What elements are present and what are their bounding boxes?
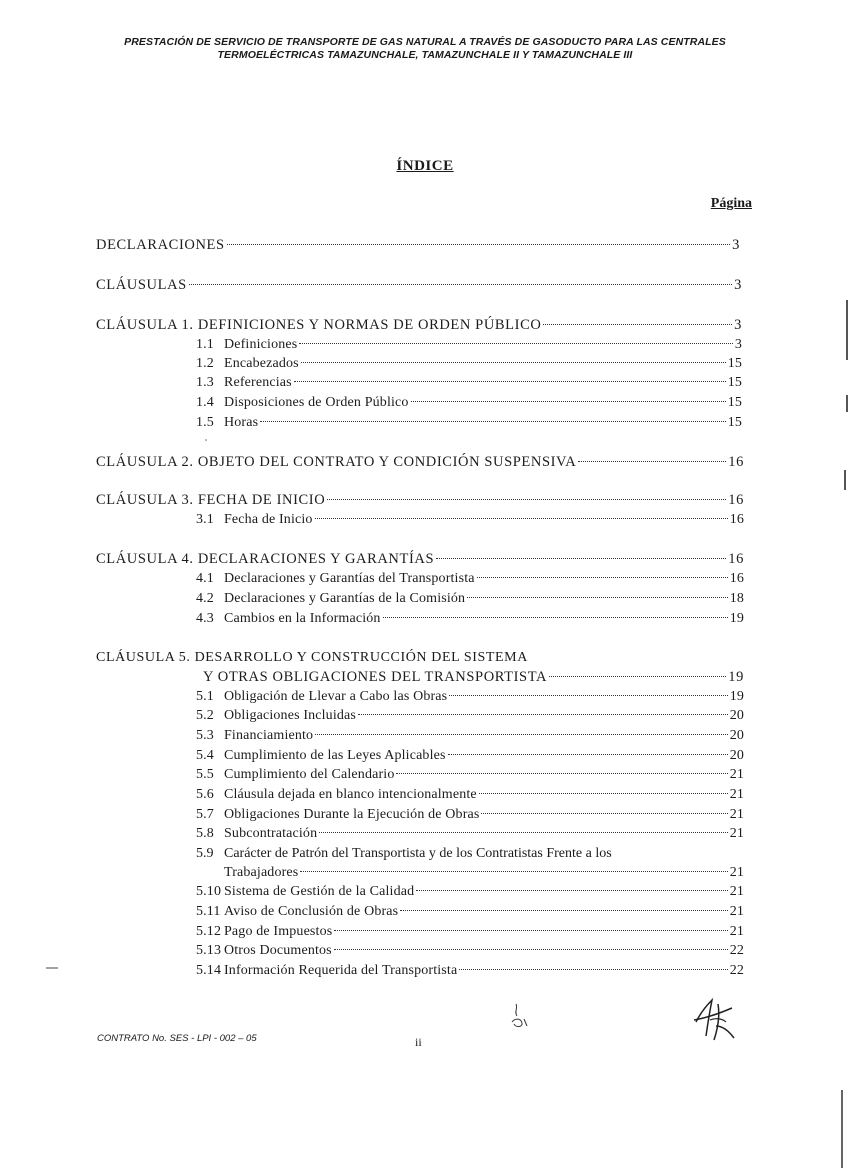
dot-leader xyxy=(315,518,728,519)
dot-leader xyxy=(294,381,726,382)
dot-leader xyxy=(327,499,726,500)
toc-entry-title: Otros Documentos xyxy=(224,943,332,958)
toc-entry-number: 5.8 xyxy=(196,826,214,841)
toc-entry-title: Referencias xyxy=(224,375,292,390)
toc-entry-4-3[interactable] xyxy=(196,610,744,628)
dot-leader xyxy=(396,773,727,774)
toc-entry-page: 15 xyxy=(727,415,742,430)
toc-entry-title: Declaraciones y Garantías de la Comisión xyxy=(224,591,466,606)
toc-entry-title: CLÁUSULA 1. DEFINICIONES Y NORMAS DE ORDEN PÚBLICO xyxy=(96,317,542,333)
toc-entry-page: 22 xyxy=(729,963,744,978)
toc-entry-title: Carácter de Patrón del Transportista y de los Contratistas Frente a los xyxy=(224,846,612,861)
toc-entry-clausula-5[interactable] xyxy=(203,668,744,686)
dot-leader xyxy=(189,284,732,285)
toc-entry-5-13[interactable] xyxy=(196,942,744,960)
toc-entry-5-9-line-1[interactable] xyxy=(196,845,612,863)
header-line-1: PRESTACIÓN DE SERVICIO DE TRANSPORTE DE GAS NATURAL A TRAVÉS DE GASODUCTO PARA LAS CENTRALES xyxy=(124,36,726,48)
page-number: ii xyxy=(415,1035,422,1049)
toc-entry-title: Cumplimiento del Calendario xyxy=(224,767,395,782)
toc-entry-page: 19 xyxy=(729,689,744,704)
toc-entry-page: 20 xyxy=(729,728,744,743)
toc-entry-5-9[interactable] xyxy=(224,864,744,882)
toc-entry-page: 3 xyxy=(734,317,742,333)
toc-entry-number: 3.1 xyxy=(196,512,214,527)
header-line-2: TERMOELÉCTRICAS TAMAZUNCHALE, TAMAZUNCHALE II Y TAMAZUNCHALE III xyxy=(217,49,633,61)
toc-entry-page: 16 xyxy=(728,492,744,508)
toc-entry-5-14[interactable] xyxy=(196,962,744,980)
toc-entry-5-2[interactable] xyxy=(196,707,744,725)
toc-entry-title: Cambios en la Información xyxy=(224,611,381,626)
dot-leader xyxy=(358,714,728,715)
toc-entry-title: CLÁUSULA 4. DECLARACIONES Y GARANTÍAS xyxy=(96,551,435,567)
toc-entry-page: 15 xyxy=(727,375,742,390)
dot-leader xyxy=(319,832,727,833)
toc-entry-1-4[interactable] xyxy=(196,394,742,412)
toc-entry-1-3[interactable] xyxy=(196,374,742,392)
toc-entry-number: 1.3 xyxy=(196,375,214,390)
toc-entry-number: 5.13 xyxy=(196,943,222,958)
toc-entry-number: 5.1 xyxy=(196,689,214,704)
toc-entry-title: Obligaciones Durante la Ejecución de Obras xyxy=(224,807,480,822)
toc-entry-5-7[interactable] xyxy=(196,806,744,824)
toc-entry-clausula-4[interactable] xyxy=(96,550,744,568)
dot-leader xyxy=(543,324,732,325)
toc-entry-title-cont: Trabajadores xyxy=(224,865,299,880)
toc-entry-5-4[interactable] xyxy=(196,747,744,765)
toc-entry-page: 15 xyxy=(727,395,742,410)
page-title: ÍNDICE xyxy=(396,158,454,174)
toc-entry-title: Financiamiento xyxy=(224,728,314,743)
toc-entry-title: Cumplimiento de las Leyes Aplicables xyxy=(224,748,446,763)
toc-entry-title: Definiciones xyxy=(224,337,298,352)
toc-entry-page: 22 xyxy=(729,943,744,958)
toc-entry-clausula-3[interactable] xyxy=(96,491,744,509)
toc-entry-number: 5.11 xyxy=(196,904,221,919)
toc-entry-1-2[interactable] xyxy=(196,355,742,373)
toc-entry-title: Y OTRAS OBLIGACIONES DEL TRANSPORTISTA xyxy=(203,669,548,685)
toc-entry-page: 21 xyxy=(729,767,744,782)
toc-entry-clausula-1[interactable] xyxy=(96,316,742,334)
toc-entry-title: Obligaciones Incluidas xyxy=(224,708,356,723)
toc-entry-title: CLÁUSULA 3. FECHA DE INICIO xyxy=(96,492,326,508)
toc-entry-5-8[interactable] xyxy=(196,825,744,843)
toc-entry-5-10[interactable] xyxy=(196,883,744,901)
toc-entry-3-1[interactable] xyxy=(196,511,744,529)
toc-entry-page: 19 xyxy=(728,669,744,685)
toc-entry-title: Pago de Impuestos xyxy=(224,924,333,939)
toc-entry-page: 16 xyxy=(728,454,744,470)
dot-leader xyxy=(334,949,728,950)
dot-leader xyxy=(416,890,727,891)
toc-entry-clausula-5-line-1: CLÁUSULA 5. DESARROLLO Y CONSTRUCCIÓN DEL SISTEMA xyxy=(96,650,528,665)
toc-entry-number: 5.2 xyxy=(196,708,214,723)
toc-entry-number: 1.2 xyxy=(196,356,214,371)
toc-entry-1-1[interactable] xyxy=(196,336,742,354)
toc-entry-title: Subcontratación xyxy=(224,826,318,841)
toc-entry-number: 1.4 xyxy=(196,395,214,410)
toc-entry-5-1[interactable] xyxy=(196,688,744,706)
dot-leader xyxy=(227,244,731,245)
toc-entry-page: 18 xyxy=(729,591,744,606)
dot-leader xyxy=(301,362,726,363)
toc-entry-page: 20 xyxy=(729,748,744,763)
toc-entry-title: Horas xyxy=(224,415,259,430)
dot-leader xyxy=(481,813,727,814)
toc-entry-title: Declaraciones y Garantías del Transportista xyxy=(224,571,475,586)
toc-entry-title: DECLARACIONES xyxy=(96,237,225,253)
dot-leader xyxy=(449,695,727,696)
toc-entry-4-1[interactable] xyxy=(196,570,744,588)
toc-entry-number: 5.12 xyxy=(196,924,222,939)
toc-entry-page: 21 xyxy=(729,826,744,841)
toc-entry-page: 19 xyxy=(729,611,744,626)
dot-leader xyxy=(383,617,728,618)
toc-entry-number: 4.1 xyxy=(196,571,214,586)
toc-entry-page: 15 xyxy=(727,356,742,371)
toc-entry-number: 5.7 xyxy=(196,807,214,822)
toc-entry-clausulas[interactable] xyxy=(96,276,742,294)
signature-mark xyxy=(688,996,740,1044)
document-header xyxy=(70,36,780,62)
toc-entry-page: 21 xyxy=(729,884,744,899)
toc-entry-page: 16 xyxy=(728,551,744,567)
toc-entry-number: 5.10 xyxy=(196,884,222,899)
toc-entry-page: 20 xyxy=(729,708,744,723)
dot-leader xyxy=(477,577,728,578)
toc-entry-1-5[interactable] xyxy=(196,414,742,432)
toc-entry-number: 5.3 xyxy=(196,728,214,743)
toc-entry-page: 3 xyxy=(734,337,742,352)
toc-entry-page: 16 xyxy=(729,512,744,527)
toc-entry-title: CLÁUSULAS xyxy=(96,277,187,293)
dot-leader xyxy=(459,969,727,970)
toc-entry-number: 5.4 xyxy=(196,748,214,763)
dot-leader xyxy=(315,734,727,735)
toc-entry-title: Fecha de Inicio xyxy=(224,512,313,527)
toc-entry-page: 3 xyxy=(734,277,742,293)
dot-leader xyxy=(260,421,726,422)
toc-entry-page: 21 xyxy=(729,924,744,939)
toc-entry-number: 1.5 xyxy=(196,415,214,430)
toc-entry-number: 4.2 xyxy=(196,591,214,606)
toc-entry-page: 21 xyxy=(729,904,744,919)
toc-entry-page: 21 xyxy=(729,865,744,880)
dot-leader xyxy=(549,676,726,677)
initials-mark xyxy=(506,1000,534,1034)
toc-entry-5-11[interactable] xyxy=(196,903,744,921)
toc-entry-number: 5.14 xyxy=(196,963,222,978)
toc-entry-number: 5.5 xyxy=(196,767,214,782)
dot-leader xyxy=(436,558,726,559)
toc-entry-title: Obligación de Llevar a Cabo las Obras xyxy=(224,689,448,704)
toc-entry-5-5[interactable] xyxy=(196,766,744,784)
dot-leader xyxy=(479,793,728,794)
toc-entry-title: Aviso de Conclusión de Obras xyxy=(224,904,399,919)
page-column-label: Página xyxy=(710,196,752,211)
dot-leader xyxy=(448,754,728,755)
toc-entry-title: Sistema de Gestión de la Calidad xyxy=(224,884,415,899)
toc-entry-5-12[interactable] xyxy=(196,923,744,941)
toc-entry-page: 16 xyxy=(729,571,744,586)
dot-leader xyxy=(411,401,726,402)
toc-entry-declaraciones[interactable] xyxy=(96,236,740,254)
dot-leader xyxy=(467,597,727,598)
dot-leader xyxy=(400,910,727,911)
toc-entry-title: Encabezados xyxy=(224,356,299,371)
dot-leader xyxy=(300,871,727,872)
toc-entry-page: 21 xyxy=(729,807,744,822)
toc-entry-title: CLÁUSULA 2. OBJETO DEL CONTRATO Y CONDICIÓN SUSPENSIVA xyxy=(96,454,577,470)
toc-entry-title: Cláusula dejada en blanco intencionalmente xyxy=(224,787,477,802)
toc-entry-4-2[interactable] xyxy=(196,590,744,608)
toc-entry-5-3[interactable] xyxy=(196,727,744,745)
dot-leader xyxy=(578,461,726,462)
toc-entry-number: 5.9 xyxy=(196,846,214,861)
toc-entry-title: Disposiciones de Orden Público xyxy=(224,395,409,410)
dot-leader xyxy=(299,343,733,344)
contract-number: CONTRATO No. SES - LPI - 002 – 05 xyxy=(97,1033,257,1044)
toc-entry-number: 4.3 xyxy=(196,611,214,626)
toc-entry-number: 1.1 xyxy=(196,337,214,352)
toc-entry-5-6[interactable] xyxy=(196,786,744,804)
toc-entry-number: 5.6 xyxy=(196,787,214,802)
toc-entry-page: 3 xyxy=(732,237,740,253)
toc-entry-clausula-2[interactable] xyxy=(96,453,744,471)
toc-entry-page: 21 xyxy=(729,787,744,802)
dot-leader xyxy=(334,930,727,931)
toc-entry-title: Información Requerida del Transportista xyxy=(224,963,458,978)
